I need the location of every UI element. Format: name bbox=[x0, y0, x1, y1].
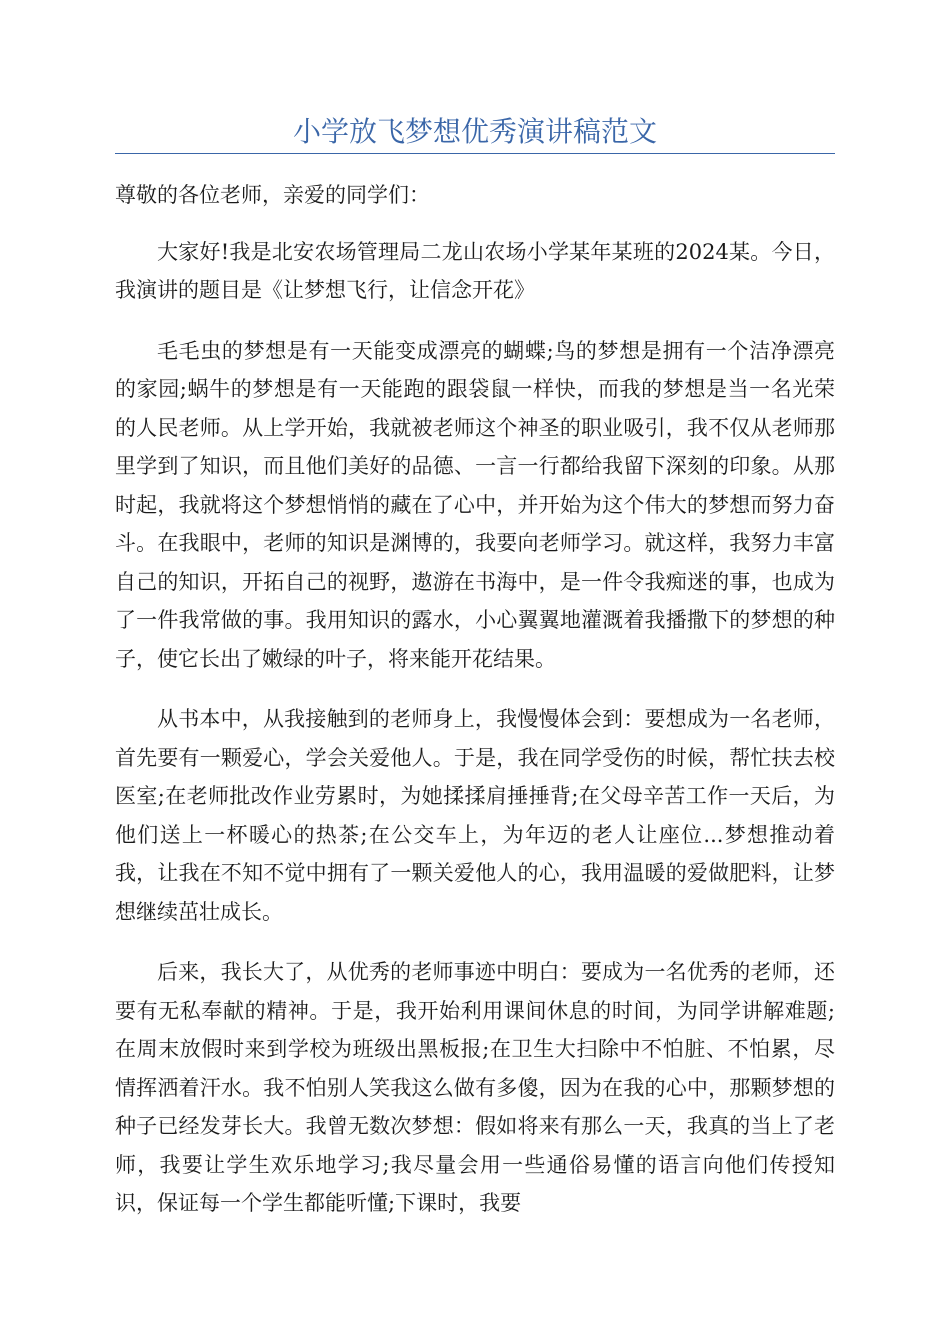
paragraph-2: 毛毛虫的梦想是有一天能变成漂亮的蝴蝶;鸟的梦想是拥有一个洁净漂亮的家园;蜗牛的梦想是有一天能跑的跟袋鼠一样快，而我的梦想是当一名光荣的人民老师。从上学开始，我就被老师这个神圣的职业吸引，我不仅从老师那里学到了知识，而且他们美好的品德、一言一行都给我留下深刻的印象。从那时起，我就将这个梦想悄悄的藏在了心中，并开始为这个伟大的梦想而努力奋斗。在我眼中，老师的知识是渊博的，我要向老师学习。就这样，我努力丰富自己的知识，开拓自己的视野，遨游在书海中，是一件令我痴迷的事，也成为了一件我常做的事。我用知识的露水，小心翼翼地灌溉着我播撒下的梦想的种子，使它长出了嫩绿的叶子，将来能开花结果。 bbox=[115, 338, 835, 671]
page-title: 小学放飞梦想优秀演讲稿范文 bbox=[292, 115, 657, 148]
title-underline bbox=[115, 153, 835, 154]
paragraph-1: 大家好!我是北安农场管理局二龙山农场小学某年某班的2024某。今日，我演讲的题目是《让梦想飞行，让信念开花》 bbox=[115, 239, 835, 302]
salutation: 尊敬的各位老师，亲爱的同学们： bbox=[115, 183, 430, 207]
document-body bbox=[115, 176, 835, 1245]
paragraph-4: 后来，我长大了，从优秀的老师事迹中明白：要成为一名优秀的老师，还要有无私奉献的精神。于是，我开始利用课间休息的时间，为同学讲解难题;在周末放假时来到学校为班级出黑板报;在卫生大扫除中不怕脏、不怕累，尽情挥洒着汗水。我不怕别人笑我这么做有多傻，因为在我的心中，那颗梦想的种子已经发芽长大。我曾无数次梦想：假如将来有那么一天，我真的当上了老师，我要让学生欢乐地学习;我尽量会用一些通俗易懂的语言向他们传授知识，保证每一个学生都能听懂;下课时，我要 bbox=[115, 960, 835, 1215]
paragraph-3: 从书本中，从我接触到的老师身上，我慢慢体会到：要想成为一名老师，首先要有一颗爱心，学会关爱他人。于是，我在同学受伤的时候，帮忙扶去校医室;在老师批改作业劳累时，为她揉揉肩捶捶背;在父母辛苦工作一天后，为他们送上一杯暖心的热茶;在公交车上，为年迈的老人让座位...梦想推动着我，让我在不知不觉中拥有了一颗关爱他人的心，我用温暖的爱做肥料，让梦想继续茁壮成长。 bbox=[115, 707, 835, 924]
